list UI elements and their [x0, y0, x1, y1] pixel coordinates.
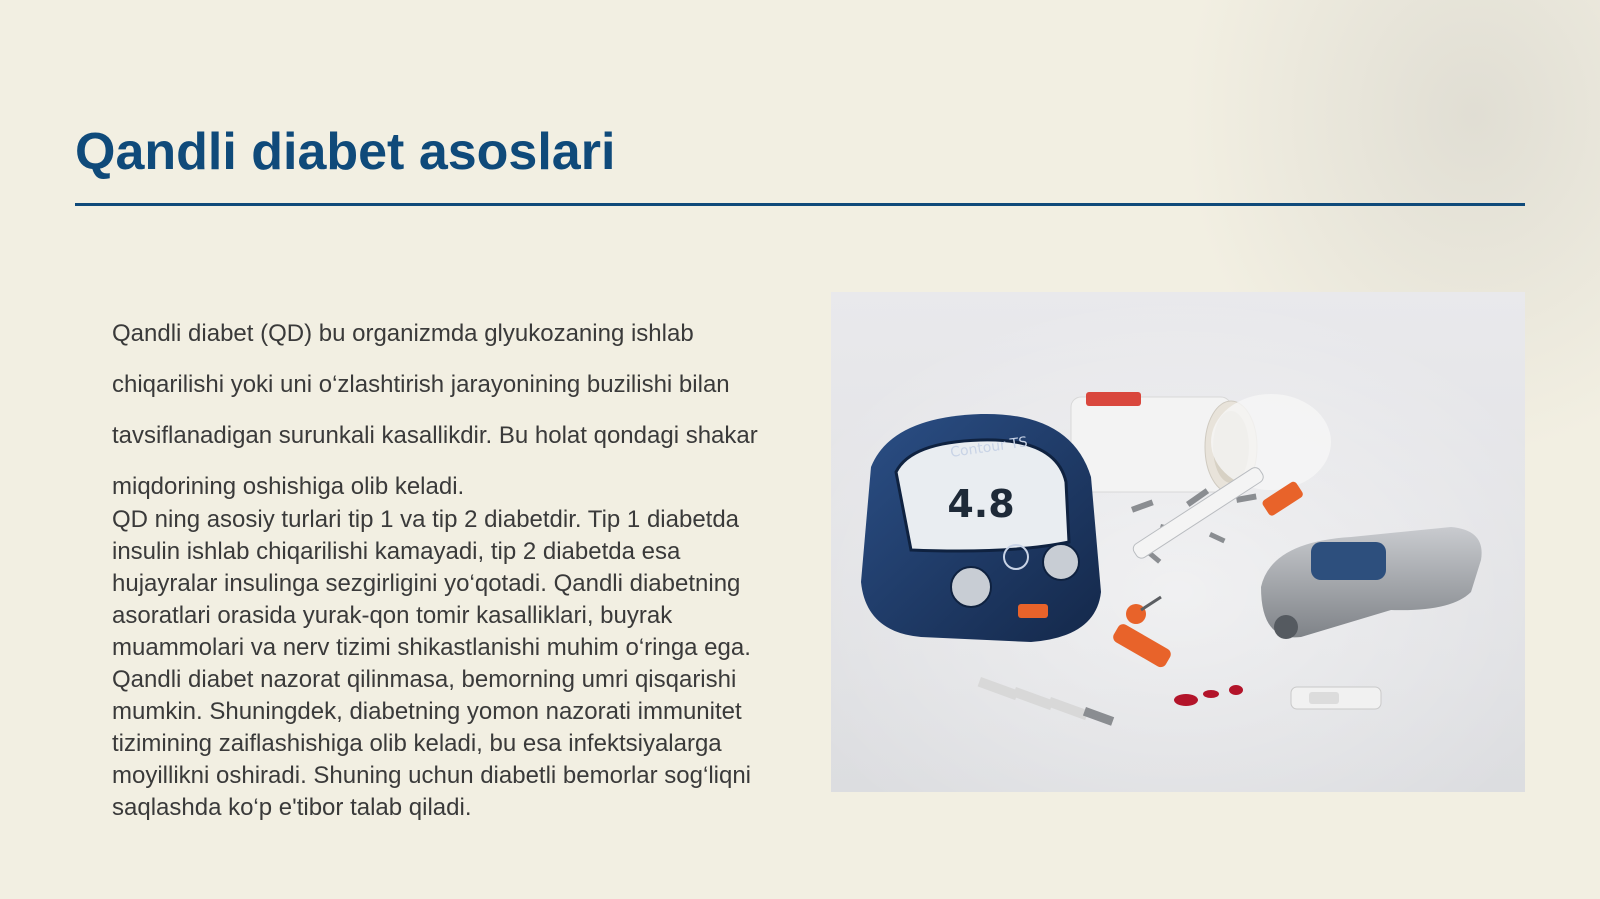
title-divider [75, 203, 1525, 206]
glucose-meter [861, 414, 1101, 642]
lancet [1291, 687, 1381, 709]
meter-brand: Contour TS [949, 434, 1029, 461]
photo-illustration [831, 292, 1525, 792]
meter-button-left [951, 567, 991, 607]
meter-reading: 4.8 [947, 482, 1015, 526]
meter-button-right [1043, 544, 1079, 580]
test-strip-vial [1071, 392, 1331, 493]
meter-strip-port [1018, 604, 1048, 618]
body-paragraph-2: QD ning asosiy turlari tip 1 va tip 2 diabetdir. Tip 1 diabetda insulin ishlab chiqarilishi kamayadi, tip 2 diabetda esa hujayralar insulinga sezgirligini yo‘qotadi. Qandli diabetning asoratlari orasida yurak-qon tomir kasalliklari, buyrak muammolari va nerv tizimi shikastlanishi muhim o‘ringa ega. Qandli diabet nazorat qilinmasa, bemorning umri qisqarishi mumkin. Shuningdek, diabetning yomon nazorati immunitet tizimining zaiflashishiga olib keladi, bu esa infektsiyalarga moyillikni oshiradi. Shuning uchun diabetli bemorlar sog‘liqni saqlashda ko‘p e'tibor talab qiladi. [112, 506, 752, 821]
slide-title: Qandli diabet asoslari [75, 123, 616, 181]
diabetes-supplies-photo [831, 292, 1525, 792]
body-paragraph-1: Qandli diabet (QD) bu organizmda glyukozaning ishlab chiqarilishi yoki uni o‘zlashtirish jarayonining buzilishi bilan tavsiflanadigan surunkali kasallikdir. Bu holat qondagi shakar miqdorining oshishiga olib keladi. [112, 320, 758, 500]
slide-body [112, 308, 772, 824]
